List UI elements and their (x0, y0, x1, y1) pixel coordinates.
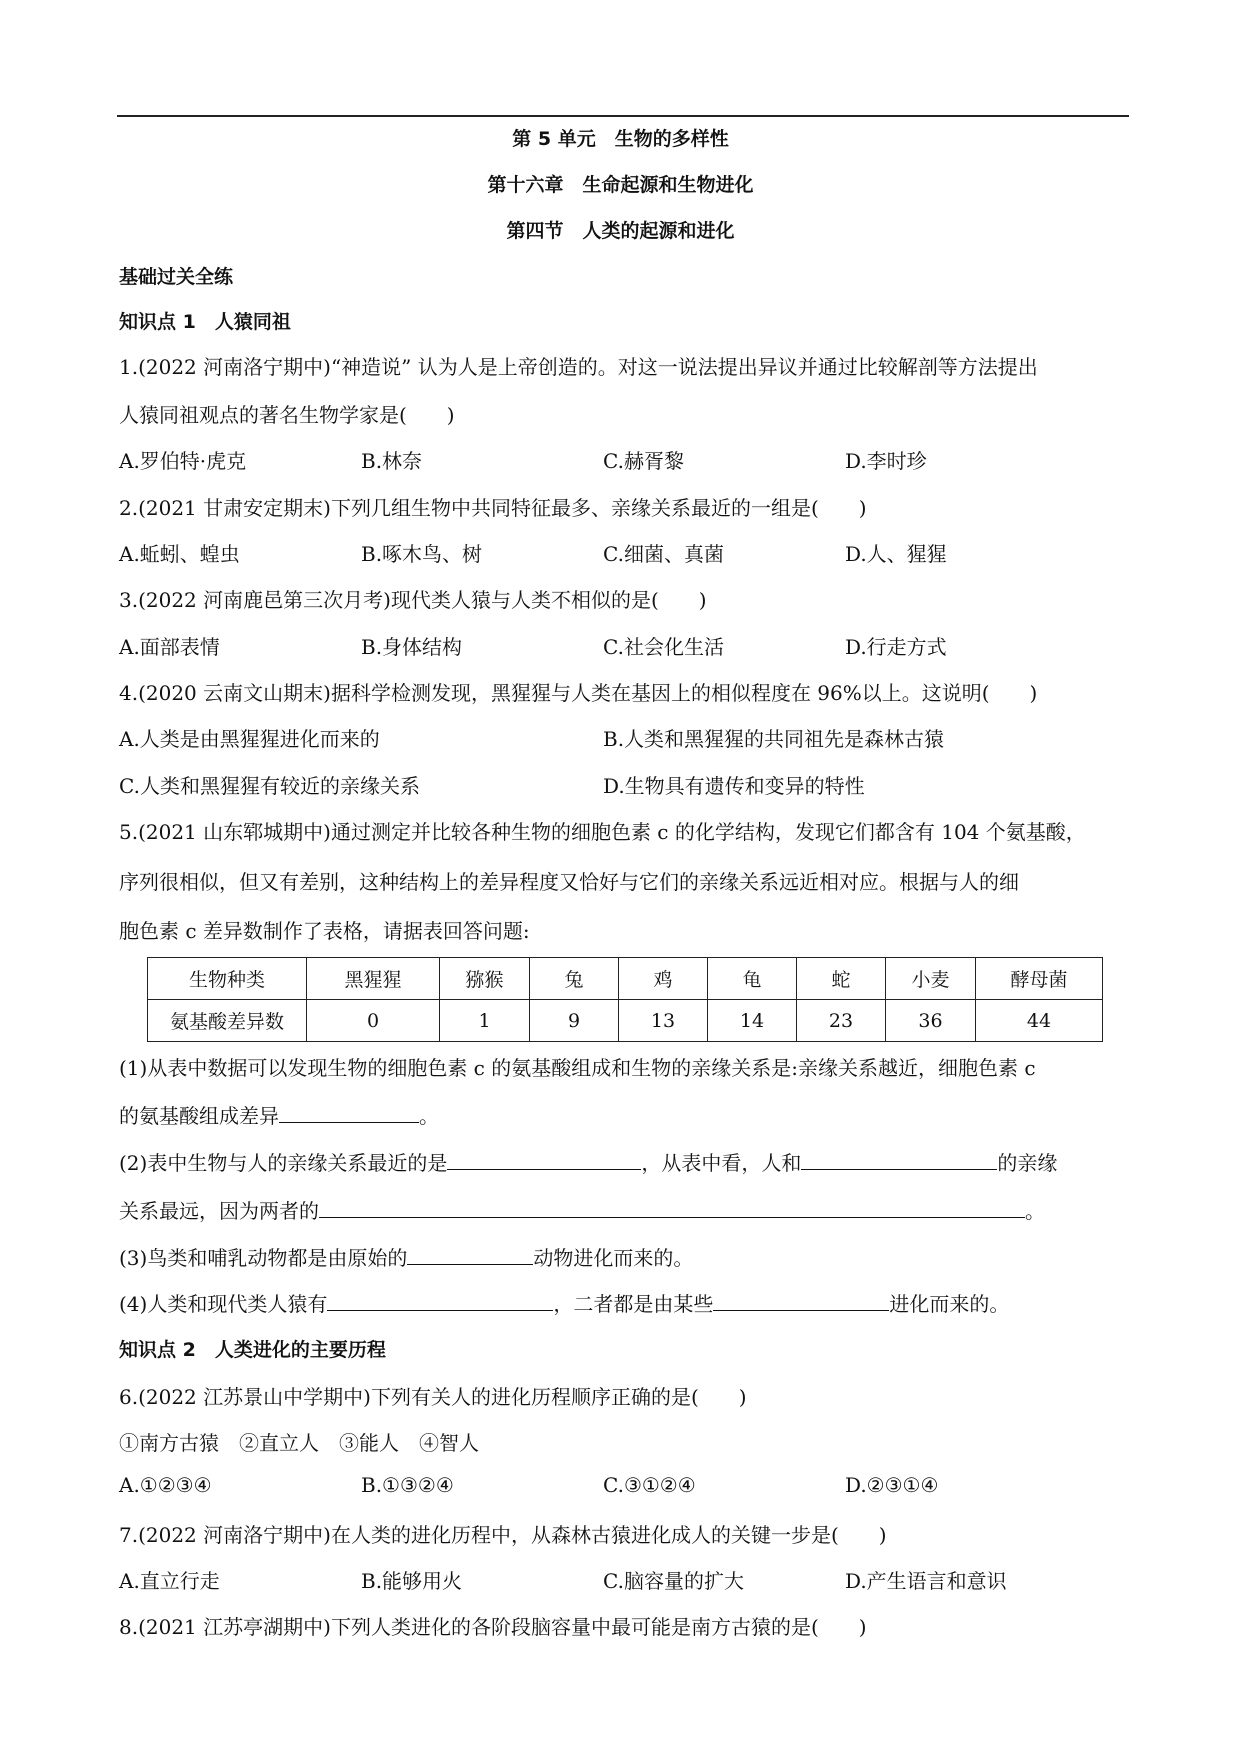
question-1-line-2: 人猿同祖观点的著名生物学家是( ) (119, 403, 455, 427)
q2-option-c[interactable]: C.细菌、真菌 (603, 542, 724, 566)
q5-sub3-line (119, 1242, 693, 1271)
q7-option-b[interactable]: B.能够用火 (361, 1569, 463, 1593)
answer-blank[interactable] (279, 1104, 419, 1123)
question-5-line-3: 胞色素 c 差异数制作了表格，请据表回答问题: (119, 919, 530, 943)
table-cell: 0 (307, 1000, 440, 1042)
q5-sub4-text-c: 进化而来的。 (889, 1292, 1010, 1316)
table-cell: 13 (619, 1000, 708, 1042)
table-cell: 23 (797, 1000, 886, 1042)
q6-option-d[interactable]: D.②③①④ (845, 1473, 939, 1497)
answer-blank[interactable] (447, 1151, 641, 1170)
table-cell: 44 (976, 1000, 1103, 1042)
q3-option-d[interactable]: D.行走方式 (845, 635, 947, 659)
question-6-items: ①南方古猿 ②直立人 ③能人 ④智人 (119, 1431, 479, 1455)
q5-sub1-text: 的氨基酸组成差异 (119, 1104, 279, 1128)
table-cell: 龟 (708, 958, 797, 1000)
q1-option-b[interactable]: B.林奈 (361, 449, 423, 473)
q5-sub4-text-a: (4)人类和现代类人猿有 (119, 1292, 328, 1316)
q6-option-c[interactable]: C.③①②④ (603, 1473, 696, 1497)
q1-option-c[interactable]: C.赫胥黎 (603, 449, 684, 473)
table-cell: 兔 (530, 958, 619, 1000)
q3-option-a[interactable]: A.面部表情 (119, 635, 220, 659)
practice-title: 基础过关全练 (119, 266, 234, 288)
question-7-line-1: 7.(2022 河南洛宁期中)在人类的进化历程中，从森林古猿进化成人的关键一步是( ) (119, 1523, 887, 1547)
question-5-line-1: 5.(2021 山东郓城期中)通过测定并比较各种生物的细胞色素 c 的化学结构，发现它们都含有 104 个氨基酸， (119, 820, 1086, 844)
q3-option-b[interactable]: B.身体结构 (361, 635, 463, 659)
question-8-line-1: 8.(2021 江苏亭湖期中)下列人类进化的各阶段脑容量中最可能是南方古猿的是( ) (119, 1615, 867, 1639)
amino-acid-table (147, 957, 1103, 1042)
table-cell: 蛇 (797, 958, 886, 1000)
table-cell: 酵母菌 (976, 958, 1103, 1000)
answer-blank[interactable] (407, 1246, 533, 1265)
question-5-line-2: 序列很相似，但又有差别，这种结构上的差异程度又恰好与它们的亲缘关系远近相对应。根据与人的细 (119, 870, 1019, 894)
table-cell: 9 (530, 1000, 619, 1042)
q2-option-b[interactable]: B.啄木鸟、树 (361, 542, 483, 566)
q6-option-a[interactable]: A.①②③④ (119, 1473, 212, 1497)
q4-option-a[interactable]: A.人类是由黑猩猩进化而来的 (119, 727, 380, 751)
chapter-title: 第十六章 生命起源和生物进化 (487, 174, 754, 196)
table-cell: 1 (440, 1000, 530, 1042)
table-cell: 小麦 (886, 958, 976, 1000)
q5-sub4-text-b: ，二者都是由某些 (553, 1292, 714, 1316)
q5-sub1-line-2 (119, 1100, 439, 1129)
q7-option-a[interactable]: A.直立行走 (119, 1569, 220, 1593)
question-1-line-1: 1.(2022 河南洛宁期中)“神造说” 认为人是上帝创造的。对这一说法提出异议并通过比较解剖等方法提出 (119, 355, 1038, 379)
answer-blank[interactable] (801, 1151, 997, 1170)
table-cell: 氨基酸差异数 (148, 1000, 307, 1042)
q5-sub2-text-b: ，从表中看，人和 (641, 1151, 802, 1175)
table-cell: 猕猴 (440, 958, 530, 1000)
q4-option-c[interactable]: C.人类和黑猩猩有较近的亲缘关系 (119, 774, 420, 798)
q4-option-d[interactable]: D.生物具有遗传和变异的特性 (603, 774, 865, 798)
q4-option-b[interactable]: B.人类和黑猩猩的共同祖先是森林古猿 (603, 727, 945, 751)
answer-blank[interactable] (319, 1199, 1025, 1218)
answer-blank[interactable] (327, 1292, 553, 1311)
knowledge-point-1: 知识点 1 人猿同祖 (119, 311, 291, 333)
q7-option-d[interactable]: D.产生语言和意识 (845, 1569, 1007, 1593)
q2-option-d[interactable]: D.人、猩猩 (845, 542, 947, 566)
q6-option-b[interactable]: B.①③②④ (361, 1473, 454, 1497)
q2-option-a[interactable]: A.蚯蚓、蝗虫 (119, 542, 240, 566)
q5-sub2-text-d: 关系最远，因为两者的 (119, 1199, 319, 1223)
header-rule (117, 115, 1129, 117)
knowledge-point-2: 知识点 2 人类进化的主要历程 (119, 1339, 386, 1361)
table-cell: 36 (886, 1000, 976, 1042)
question-6-line-1: 6.(2022 江苏景山中学期中)下列有关人的进化历程顺序正确的是( ) (119, 1385, 747, 1409)
section-title: 第四节 人类的起源和进化 (506, 220, 735, 242)
q5-sub2-line-2 (119, 1195, 1045, 1224)
q5-sub4-line (119, 1288, 1009, 1317)
table-cell: 鸡 (619, 958, 708, 1000)
table-cell: 黑猩猩 (307, 958, 440, 1000)
q5-sub3-text-a: (3)鸟类和哺乳动物都是由原始的 (119, 1246, 408, 1270)
q3-option-c[interactable]: C.社会化生活 (603, 635, 724, 659)
period: 。 (419, 1104, 439, 1128)
q5-sub2-line-1 (119, 1147, 1057, 1176)
question-4-line-1: 4.(2020 云南文山期末)据科学检测发现，黑猩猩与人类在基因上的相似程度在 96%以上。这说明( ) (119, 681, 1038, 705)
q1-option-d[interactable]: D.李时珍 (845, 449, 927, 473)
q5-sub2-text-a: (2)表中生物与人的亲缘关系最近的是 (119, 1151, 448, 1175)
question-2-line-1: 2.(2021 甘肃安定期末)下列几组生物中共同特征最多、亲缘关系最近的一组是( ) (119, 496, 867, 520)
table-cell: 14 (708, 1000, 797, 1042)
period: 。 (1025, 1199, 1045, 1223)
q5-sub3-text-b: 动物进化而来的。 (533, 1246, 694, 1270)
q7-option-c[interactable]: C.脑容量的扩大 (603, 1569, 744, 1593)
q1-option-a[interactable]: A.罗伯特·虎克 (119, 449, 247, 473)
unit-title: 第 5 单元 生物的多样性 (512, 128, 729, 150)
table-cell: 生物种类 (148, 958, 307, 1000)
answer-blank[interactable] (713, 1292, 889, 1311)
question-3-line-1: 3.(2022 河南鹿邑第三次月考)现代类人猿与人类不相似的是( ) (119, 588, 707, 612)
q5-sub2-text-c: 的亲缘 (997, 1151, 1058, 1175)
table-row (148, 1000, 1103, 1042)
q5-sub1-line-1: (1)从表中数据可以发现生物的细胞色素 c 的氨基酸组成和生物的亲缘关系是:亲缘关系越近，细胞色素 c (119, 1056, 1036, 1080)
table-row (148, 958, 1103, 1000)
